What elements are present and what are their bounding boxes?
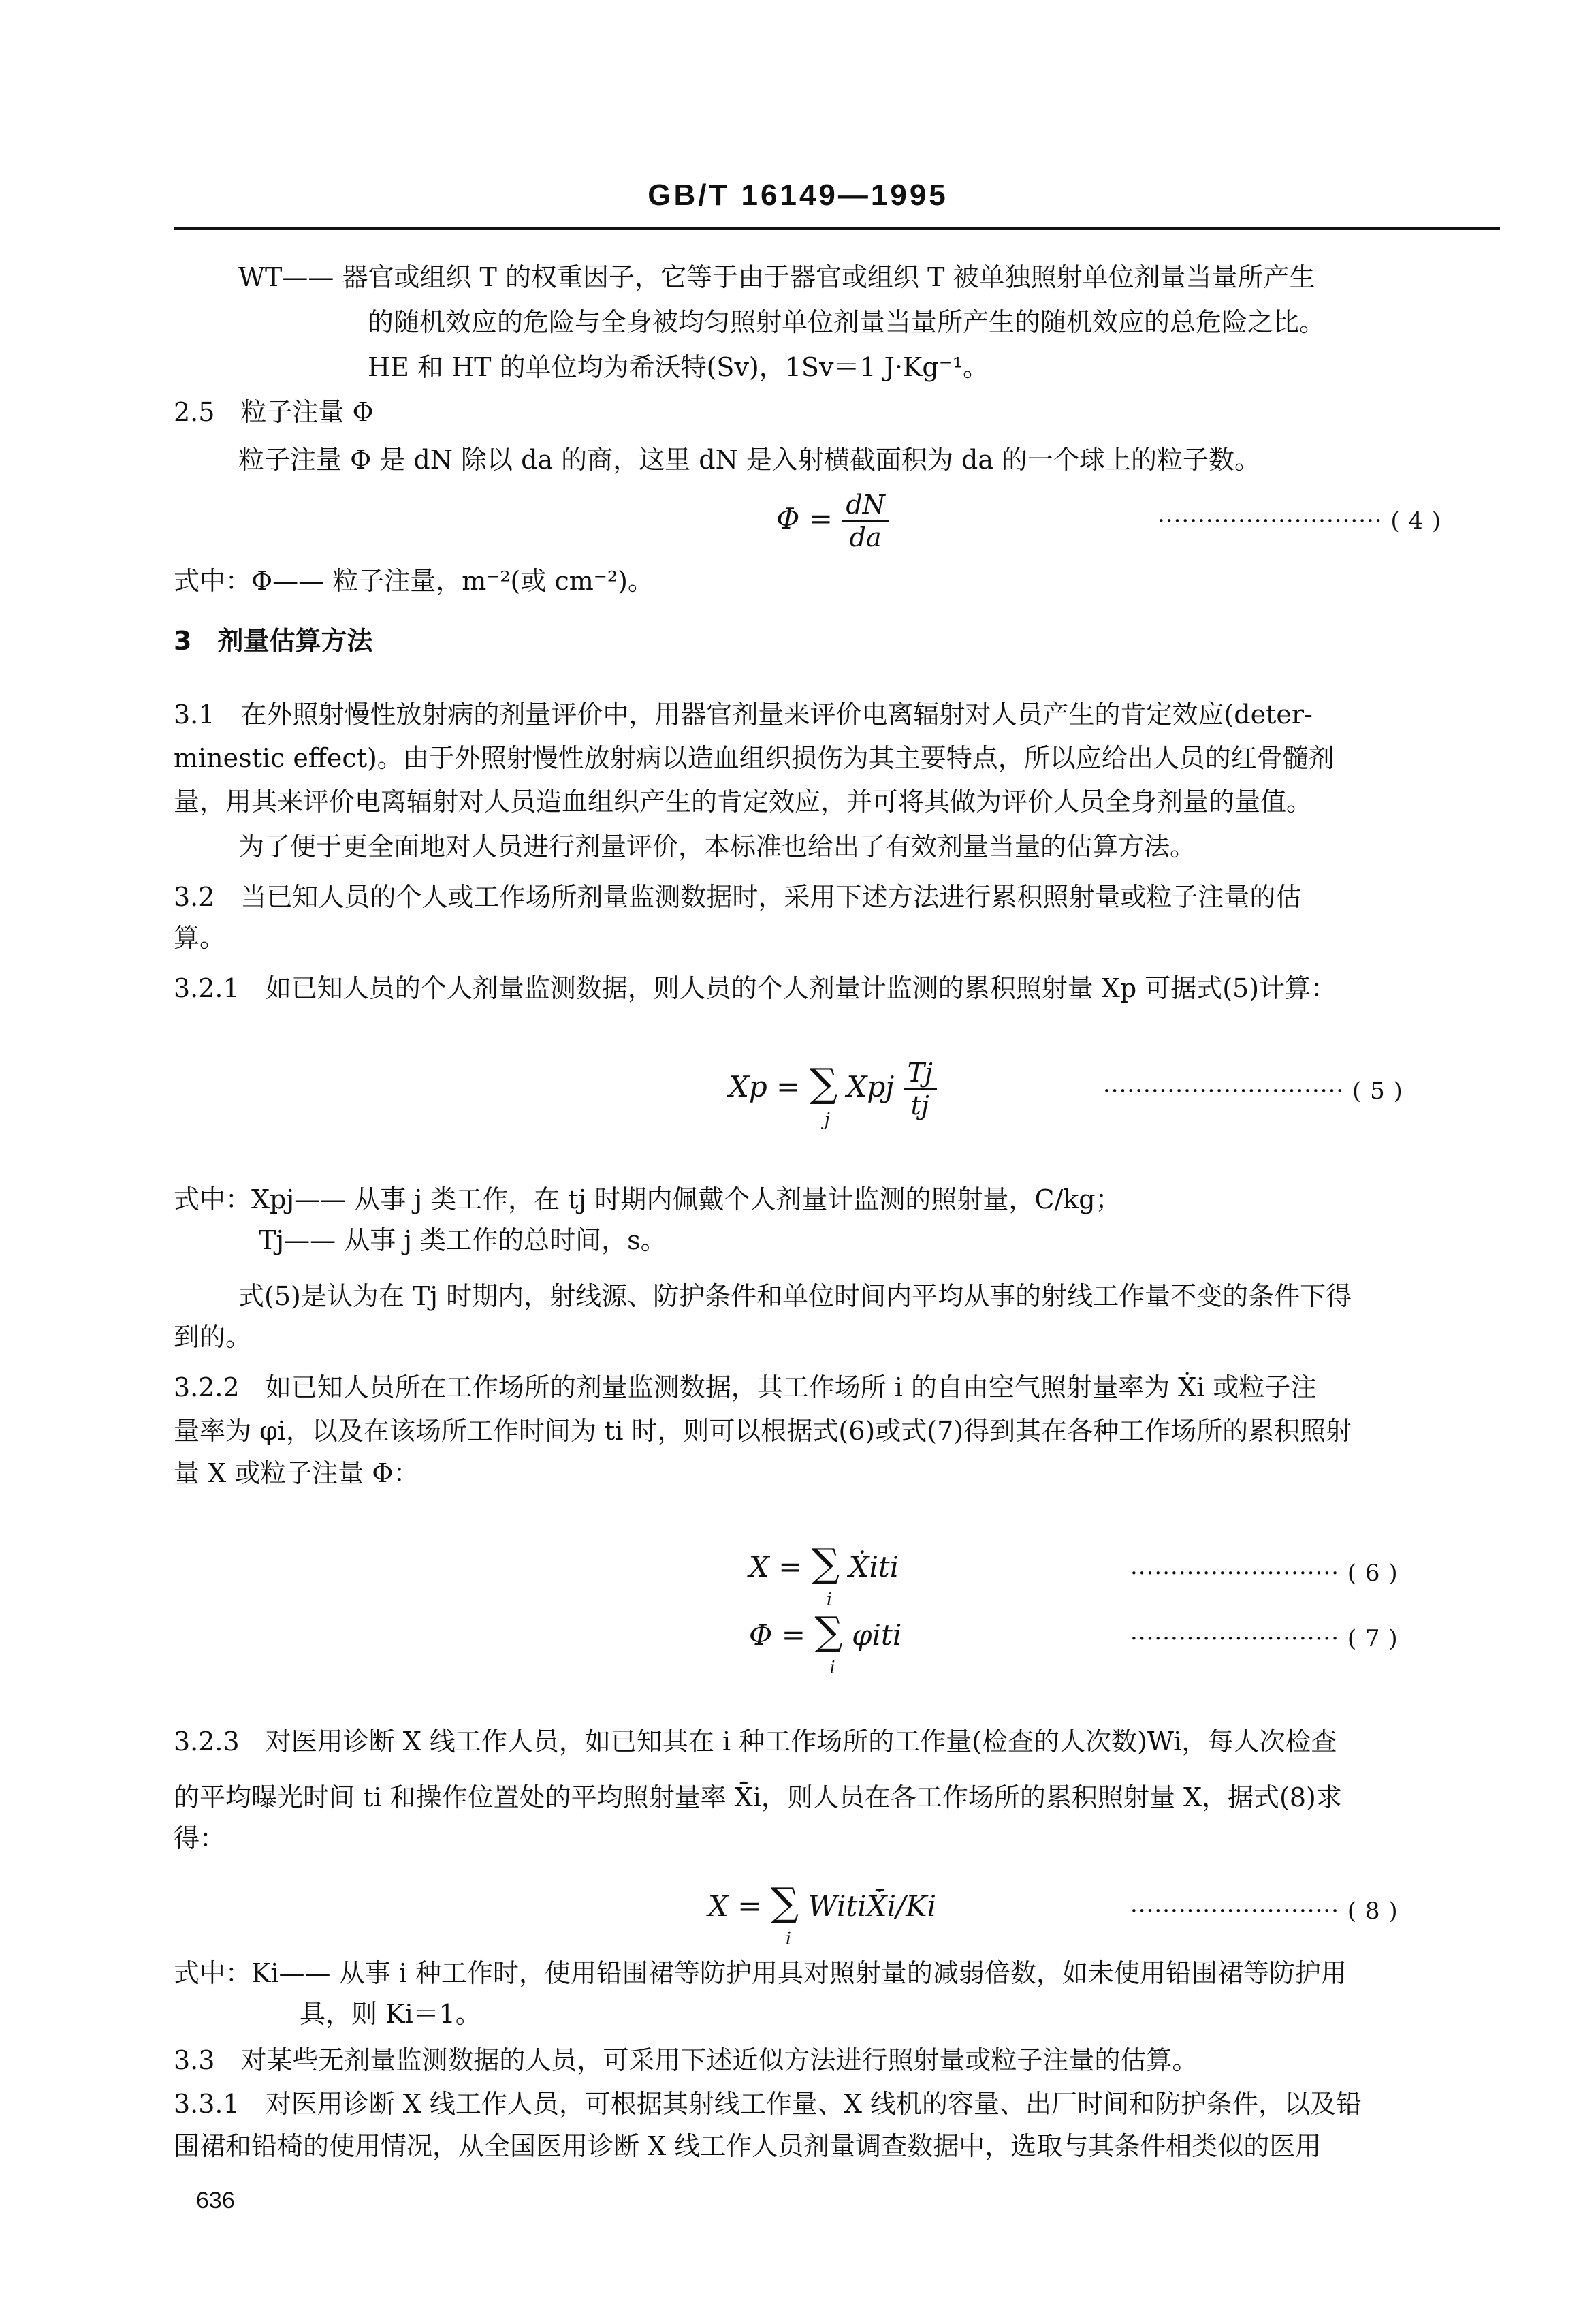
eq5-leader: ······························ ( 5 ) <box>1103 1077 1403 1105</box>
eq6-number: ( 6 ) <box>1347 1560 1399 1587</box>
eq5-note-line1: 式(5)是认为在 Tj 时期内，射线源、防护条件和单位时间内平均从事的射线工作量不变的条件下得 <box>238 1281 1352 1311</box>
section-2-5-body: 粒子注量 Φ 是 dN 除以 da 的商，这里 dN 是入射横截面积为 da 的一个球上的粒子数。 <box>238 445 1261 475</box>
eq4-denominator: da <box>849 522 882 552</box>
section-3-2-3-line1: 3.2.3 对医用诊断 X 线工作人员，如已知其在 i 种工作场所的工作量(检查的人次数)Wi，每人次检查 <box>174 1727 1337 1756</box>
eq5-lhs: Xp = <box>729 1070 810 1103</box>
eq4-leader: ···························· ( 4 ) <box>1158 507 1442 535</box>
eq7-lhs: Φ = <box>749 1618 815 1652</box>
section-3-1-line1: 3.1 在外照射慢性放射病的剂量评价中，用器官剂量来评价电离辐射对人员产生的肯定效应(deter- <box>174 699 1313 729</box>
sum-symbol: ∑ i <box>812 1546 840 1580</box>
section-3-1-line4: 为了便于更全面地对人员进行剂量评价，本标准也给出了有效剂量当量的估算方法。 <box>238 832 1196 862</box>
eq4-lhs: Φ = <box>776 502 842 535</box>
eq8-number: ( 8 ) <box>1347 1897 1399 1925</box>
section-3-3-1-line2: 围裙和铅椅的使用情况，从全国医用诊断 X 线工作人员剂量调查数据中，选取与其条件相类似的医用 <box>174 2131 1322 2161</box>
section-3-2-1: 3.2.1 如已知人员的个人剂量监测数据，则人员的个人剂量计监测的累积照射量 Xp 可据式(5)计算： <box>174 973 1337 1003</box>
eq5-number: ( 5 ) <box>1352 1077 1403 1105</box>
page-number: 636 <box>196 2188 235 2214</box>
equation-5 <box>729 1057 937 1130</box>
eq5-sum-index: j <box>824 1109 830 1130</box>
section-3-2-2-line3: 量 X 或粒子注量 Φ： <box>174 1458 419 1488</box>
equation-8 <box>708 1879 937 1949</box>
tj-where: Tj—— 从事 j 类工作的总时间，s。 <box>259 1225 667 1255</box>
eq8-sum-index: i <box>785 1929 792 1949</box>
section-3-3-1-line1: 3.3.1 对医用诊断 X 线工作人员，可根据其射线工作量、X 线机的容量、出厂时间和防护条件，以及铅 <box>174 2089 1362 2119</box>
page-header: GB/T 16149—1995 <box>648 178 948 212</box>
equation-6 <box>749 1540 899 1610</box>
section-3-1-line3: 量，用其来评价电离辐射对人员造血组织产生的肯定效应，并可将其做为评价人员全身剂量的量值。 <box>174 787 1313 817</box>
eq7-body: φiti <box>852 1618 902 1652</box>
xpj-where: 式中：Xpj—— 从事 j 类工作，在 tj 时期内佩戴个人剂量计监测的照射量，C/kg； <box>174 1184 1121 1214</box>
ki-where-line1: 式中：Ki—— 从事 i 种工作时，使用铅围裙等防护用具对照射量的减弱倍数，如未使用铅围裙等防护用 <box>174 1958 1347 1988</box>
section-3-2-3-line3: 得： <box>174 1823 226 1853</box>
eq5-denominator: tj <box>910 1090 929 1120</box>
section-3-2-line1: 3.2 当已知人员的个人或工作场所剂量监测数据时，采用下述方法进行累积照射量或粒子注量的估 <box>174 882 1302 912</box>
eq8-lhs: X = <box>708 1889 771 1923</box>
section-2-5-title: 2.5 粒子注量 Φ <box>174 397 374 427</box>
eq5-fraction <box>904 1057 937 1121</box>
eq4-number: ( 4 ) <box>1390 507 1442 535</box>
wt-definition-line1: WT—— 器官或组织 T 的权重因子，它等于由于器官或组织 T 被单独照射单位剂量当量所产生 <box>238 262 1315 292</box>
eq7-sum-index: i <box>829 1658 835 1678</box>
eq6-lhs: X = <box>749 1550 812 1584</box>
eq5-body: Xpj <box>846 1070 895 1103</box>
eq4-numerator: dN <box>842 489 889 522</box>
equation-7 <box>749 1608 902 1678</box>
eq6-body: Ẋiti <box>848 1550 899 1584</box>
section-3-2-2-line1: 3.2.2 如已知人员所在工作场所的剂量监测数据，其工作场所 i 的自由空气照射量率为 Ẋi 或粒子注 <box>174 1372 1317 1402</box>
sum-symbol: ∑ i <box>771 1885 799 1919</box>
sum-symbol: ∑ i <box>814 1614 842 1648</box>
equation-4 <box>776 489 889 553</box>
eq5-numerator: Tj <box>904 1057 937 1090</box>
section-3-1-line2: minestic effect)。由于外照射慢性放射病以造血组织损伤为其主要特点，所以应给出人员的红骨髓剂 <box>174 743 1335 773</box>
section-3-title: 3 剂量估算方法 <box>174 626 373 656</box>
section-3-3: 3.3 对某些无剂量监测数据的人员，可采用下述近似方法进行照射量或粒子注量的估算。 <box>174 2045 1198 2075</box>
unit-note: HE 和 HT 的单位均为希沃特(Sv)，1Sv＝1 J·Kg⁻¹。 <box>368 352 989 382</box>
eq8-leader: ·························· ( 8 ) <box>1130 1897 1399 1925</box>
wt-definition-line2: 的随机效应的危险与全身被均匀照射单位剂量当量所产生的随机效应的总危险之比。 <box>368 307 1326 337</box>
eq6-sum-index: i <box>826 1590 833 1610</box>
eq5-note-line2: 到的。 <box>174 1322 252 1352</box>
section-3-2-3-line2: 的平均曝光时间 ti 和操作位置处的平均照射量率 X̄̇i，则人员在各工作场所的累积照射量 X，据式(8)求 <box>174 1782 1342 1812</box>
ki-where-line2: 具，则 Ki＝1。 <box>300 1999 481 2029</box>
eq7-leader: ·························· ( 7 ) <box>1130 1625 1399 1652</box>
eq7-number: ( 7 ) <box>1347 1625 1399 1652</box>
eq4-fraction <box>842 489 889 553</box>
section-3-2-2-line2: 量率为 φi，以及在该场所工作时间为 ti 时，则可以根据式(6)或式(7)得到其在各种工作场所的累积照射 <box>174 1416 1352 1446</box>
phi-where: 式中：Φ—— 粒子注量，m⁻²(或 cm⁻²)。 <box>174 566 654 596</box>
header-rule <box>174 227 1500 230</box>
eq8-body: WitiX̄̇i/Ki <box>808 1889 937 1923</box>
eq6-leader: ·························· ( 6 ) <box>1130 1560 1399 1587</box>
sum-symbol: ∑ j <box>810 1066 837 1100</box>
section-3-2-line2: 算。 <box>174 923 226 953</box>
